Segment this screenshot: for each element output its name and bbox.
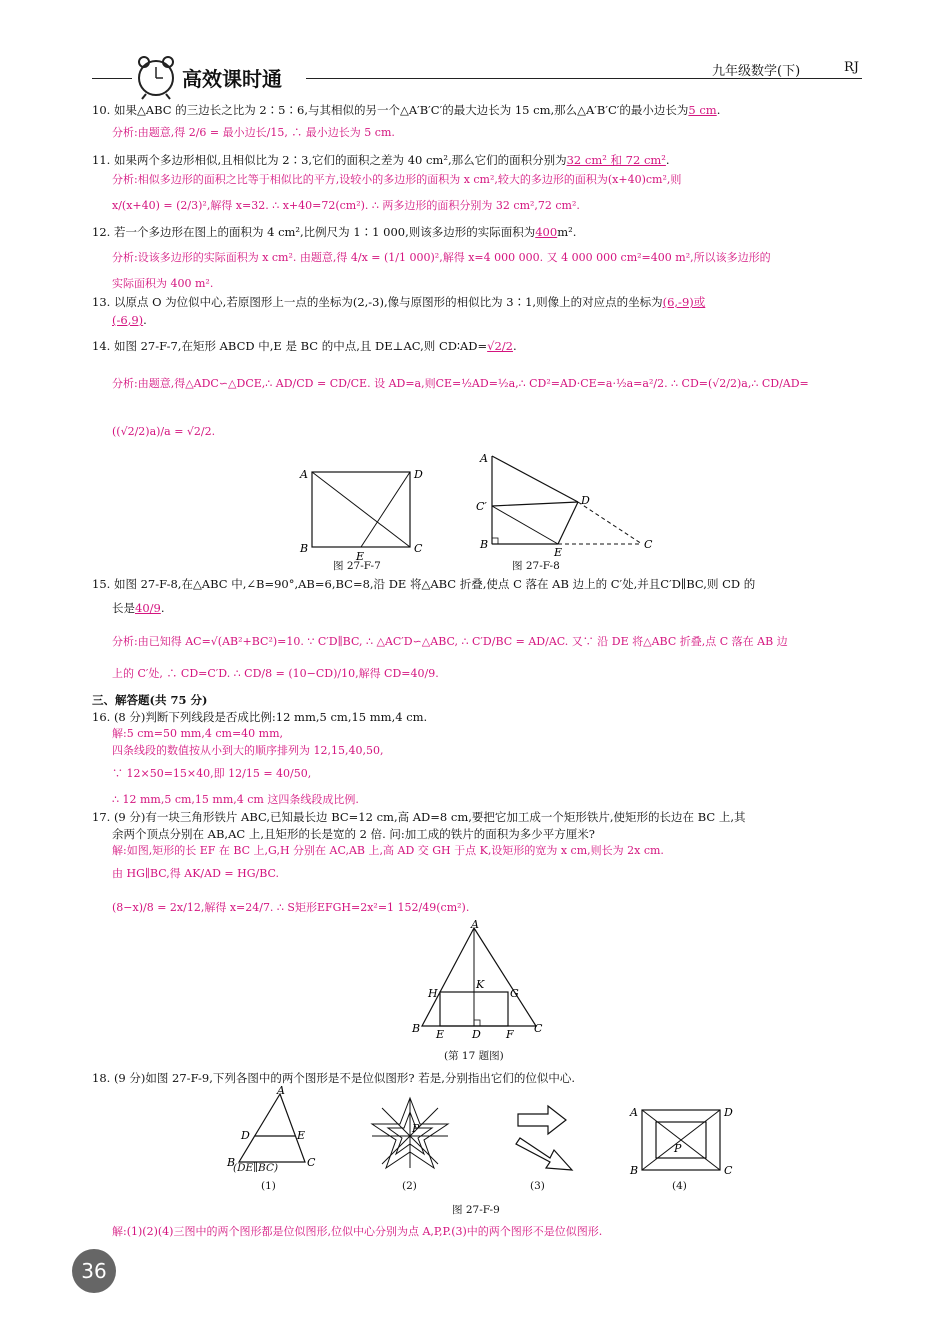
analysis-11-line1: 分析:相似多边形的面积之比等于相似比的平方,设较小的多边形的面积为 x cm²,较大的多边形的面积为(x+40)cm²,则 bbox=[112, 173, 682, 186]
svg-text:D: D bbox=[414, 468, 423, 481]
svg-text:D: D bbox=[581, 494, 590, 507]
question-10-answer: 5 cm bbox=[688, 103, 717, 117]
sub-label-3: (3) bbox=[530, 1180, 545, 1192]
segment-de bbox=[361, 472, 410, 547]
page-number-badge: 36 bbox=[72, 1249, 116, 1293]
svg-text:B: B bbox=[300, 542, 309, 555]
figure-27-f-9-2 bbox=[368, 1096, 452, 1176]
edition-label: RJ bbox=[844, 60, 859, 75]
svg-text:D: D bbox=[472, 1028, 481, 1041]
alarm-clock-icon bbox=[132, 52, 180, 100]
svg-text:C: C bbox=[307, 1156, 316, 1169]
question-15-text2: 长是 bbox=[112, 601, 135, 615]
svg-text:B: B bbox=[480, 538, 489, 551]
question-11: 11. 如果两个多边形相似,且相似比为 2∶3,它们的面积之差为 40 cm²,那么它们的面积分别为32 cm² 和 72 cm². bbox=[92, 153, 670, 167]
analysis-14-line2: ((√2/2)a)/a = √2/2. bbox=[112, 425, 216, 438]
svg-text:G: G bbox=[510, 987, 519, 1000]
sub-label-2: (2) bbox=[402, 1180, 417, 1192]
svg-text:E: E bbox=[356, 550, 365, 563]
question-13-text: 13. 以原点 O 为位似中心,若原图形上一点的坐标为(2,-3),像与原图形的相似比为 3∶1,则像上的对应点的坐标为 bbox=[92, 295, 663, 309]
svg-text:E: E bbox=[436, 1028, 445, 1041]
figure-27-f-7-caption: 图 27-F-7 bbox=[333, 560, 381, 572]
svg-text:E: E bbox=[554, 546, 563, 559]
svg-text:A: A bbox=[471, 920, 479, 931]
question-12-unit: m². bbox=[557, 225, 577, 239]
svg-text:C: C bbox=[534, 1022, 543, 1035]
answer-18: 解:(1)(2)(4)三图中的两个图形都是位似图形,位似中心分别为点 A,P,P.(3)中的两个图形不是位似图形. bbox=[112, 1225, 603, 1238]
answer-17-line2: 由 HG∥BC,得 AK/AD = HG/BC. bbox=[112, 867, 279, 880]
figure-27-f-9-1 bbox=[225, 1082, 320, 1174]
figure-27-f-9-caption: 图 27-F-9 bbox=[452, 1204, 500, 1216]
analysis-12-line2: 实际面积为 400 m². bbox=[112, 277, 214, 290]
question-13-answer-2: (-6,9) bbox=[112, 313, 144, 327]
question-18: 18. (9 分)如图 27-F-9,下列各图中的两个图形是不是位似图形? 若是,分别指出它们的位似中心. bbox=[92, 1071, 576, 1085]
analysis-12-line1: 分析:设该多边形的实际面积为 x cm². 由题意,得 4/x = (1/1 000)²,解得 x=4 000 000. 又 4 000 000 cm²=400 m²,所以该多边形的 bbox=[112, 251, 771, 264]
figure-27-f-8-caption: 图 27-F-8 bbox=[512, 560, 560, 572]
svg-text:P: P bbox=[674, 1142, 682, 1155]
svg-text:C: C bbox=[644, 538, 653, 551]
question-15-line2: 长是40/9. bbox=[112, 601, 165, 615]
svg-text:D: D bbox=[241, 1129, 250, 1142]
question-15-line1: 15. 如图 27-F-8,在△ABC 中,∠B=90°,AB=6,BC=8,沿 DE 将△ABC 折叠,使点 C 落在 AB 边上的 C′处,并且C′D∥BC,则 CD 的 bbox=[92, 577, 756, 591]
question-17-line2: 余两个顶点分别在 AB,AC 上,且矩形的长是宽的 2 倍. 问:加工成的铁片的面积为多少平方厘米? bbox=[112, 827, 595, 841]
question-13-answer-1: (6,-9)或 bbox=[662, 295, 706, 309]
question-16: 16. (8 分)判断下列线段是否成比例:12 mm,5 cm,15 mm,4 cm. bbox=[92, 710, 428, 724]
analysis-11-line2: x/(x+40) = (2/3)²,解得 x=32. ∴ x+40=72(cm²). ∴ 两多边形的面积分别为 32 cm²,72 cm². bbox=[112, 199, 580, 212]
question-14-text: 14. 如图 27-F-7,在矩形 ABCD 中,E 是 BC 的中点,且 DE⊥AC,则 CD∶AD= bbox=[92, 339, 488, 353]
analysis-15-line1: 分析:由已知得 AC=√(AB²+BC²)=10. ∵ C′D∥BC, ∴ △AC′D∽△ABC, ∴ C′D/BC = AD/AC. 又∵ 沿 DE 将△ABC 折叠,点 C 落在 AB 边 bbox=[112, 635, 788, 648]
question-10-text: 10. 如果△ABC 的三边长之比为 2∶5∶6,与其相似的另一个△A′B′C′的最大边长为 15 cm,那么△A′B′C′的最小边长为 bbox=[92, 103, 689, 117]
figure-27-f-9-1-note: (DE∥BC) bbox=[233, 1162, 279, 1174]
figure-27-f-7 bbox=[290, 460, 430, 570]
figure-27-f-9-3 bbox=[510, 1102, 580, 1174]
analysis-10: 分析:由题意,得 2/6 = 最小边长/15, ∴ 最小边长为 5 cm. bbox=[112, 126, 395, 139]
question-14: 14. 如图 27-F-7,在矩形 ABCD 中,E 是 BC 的中点,且 DE⊥AC,则 CD∶AD=√2/2. bbox=[92, 339, 517, 353]
question-11-answer: 32 cm² 和 72 cm² bbox=[566, 153, 666, 167]
svg-text:A: A bbox=[277, 1084, 285, 1097]
answer-17-line1: 解:如图,矩形的长 EF 在 BC 上,G,H 分别在 AC,AB 上,高 AD 交 GH 于点 K,设矩形的宽为 x cm,则长为 2x cm. bbox=[112, 844, 664, 857]
header-rule-left bbox=[92, 78, 132, 79]
svg-text:F: F bbox=[506, 1028, 514, 1041]
question-11-text: 11. 如果两个多边形相似,且相似比为 2∶3,它们的面积之差为 40 cm²,那么它们的面积分别为 bbox=[92, 153, 567, 167]
answer-16-line1: 解:5 cm=50 mm,4 cm=40 mm, bbox=[112, 727, 284, 740]
svg-text:A: A bbox=[480, 452, 488, 465]
figure-question-17 bbox=[410, 920, 550, 1042]
question-13 bbox=[92, 294, 705, 310]
diagonal-ac bbox=[312, 472, 410, 547]
svg-text:B: B bbox=[227, 1156, 236, 1169]
svg-text:C′: C′ bbox=[476, 500, 487, 513]
analysis-15-line2: 上的 C′处, ∴ CD=C′D. ∴ CD/8 = (10−CD)/10,解得 CD=40/9. bbox=[112, 667, 439, 680]
question-12-answer: 400 bbox=[535, 225, 558, 239]
question-12 bbox=[92, 224, 576, 240]
svg-text:C: C bbox=[414, 542, 423, 555]
grade-label: 九年级数学(下) bbox=[712, 64, 801, 79]
figure-27-f-8 bbox=[470, 448, 660, 563]
sub-label-1: (1) bbox=[261, 1180, 276, 1192]
sub-label-4: (4) bbox=[672, 1180, 687, 1192]
answer-16-line2: 四条线段的数值按从小到大的顺序排列为 12,15,40,50, bbox=[112, 744, 384, 757]
svg-text:K: K bbox=[476, 978, 485, 991]
answer-16-line4: ∴ 12 mm,5 cm,15 mm,4 cm 这四条线段成比例. bbox=[112, 793, 359, 806]
svg-text:P: P bbox=[412, 1122, 420, 1135]
question-12-text: 12. 若一个多边形在图上的面积为 4 cm²,比例尺为 1∶1 000,则该多边形的实际面积为 bbox=[92, 225, 536, 239]
svg-text:E: E bbox=[297, 1129, 306, 1142]
section-3-title: 三、解答题(共 75 分) bbox=[92, 693, 208, 707]
question-17-line1: 17. (9 分)有一块三角形铁片 ABC,已知最长边 BC=12 cm,高 AD=8 cm,要把它加工成一个矩形铁片,使矩形的长边在 BC 上,其 bbox=[92, 810, 746, 824]
svg-text:C: C bbox=[724, 1164, 733, 1177]
analysis-14-line1: 分析:由题意,得△ADC∽△DCE,∴ AD/CD = CD/CE. 设 AD=a,则CE=½AD=½a,∴ CD²=AD·CE=a·½a=a²/2. ∴ CD=(√2/2)a,∴ CD/AD= bbox=[112, 377, 809, 390]
svg-text:H: H bbox=[428, 987, 438, 1000]
figure-question-17-caption: (第 17 题图) bbox=[444, 1050, 504, 1062]
svg-text:A: A bbox=[300, 468, 308, 481]
answer-16-line3: ∵ 12×50=15×40,即 12/15 = 40/50, bbox=[112, 767, 312, 780]
answer-17-line3: (8−x)/8 = 2x/12,解得 x=24/7. ∴ S矩形EFGH=2x²=1 152/49(cm²). bbox=[112, 901, 470, 914]
question-15-answer: 40/9 bbox=[135, 601, 161, 615]
svg-text:D: D bbox=[724, 1106, 733, 1119]
question-10: 10. 如果△ABC 的三边长之比为 2∶5∶6,与其相似的另一个△A′B′C′的最大边长为 15 cm,那么△A′B′C′的最小边长为5 cm. bbox=[92, 103, 721, 117]
svg-text:A: A bbox=[630, 1106, 638, 1119]
svg-text:B: B bbox=[630, 1164, 639, 1177]
svg-text:B: B bbox=[412, 1022, 421, 1035]
question-14-answer: √2/2 bbox=[487, 339, 513, 353]
figure-27-f-9-4 bbox=[628, 1102, 740, 1180]
question-13-cont: (-6,9). bbox=[112, 313, 147, 327]
logo-title: 高效课时通 bbox=[182, 67, 282, 91]
